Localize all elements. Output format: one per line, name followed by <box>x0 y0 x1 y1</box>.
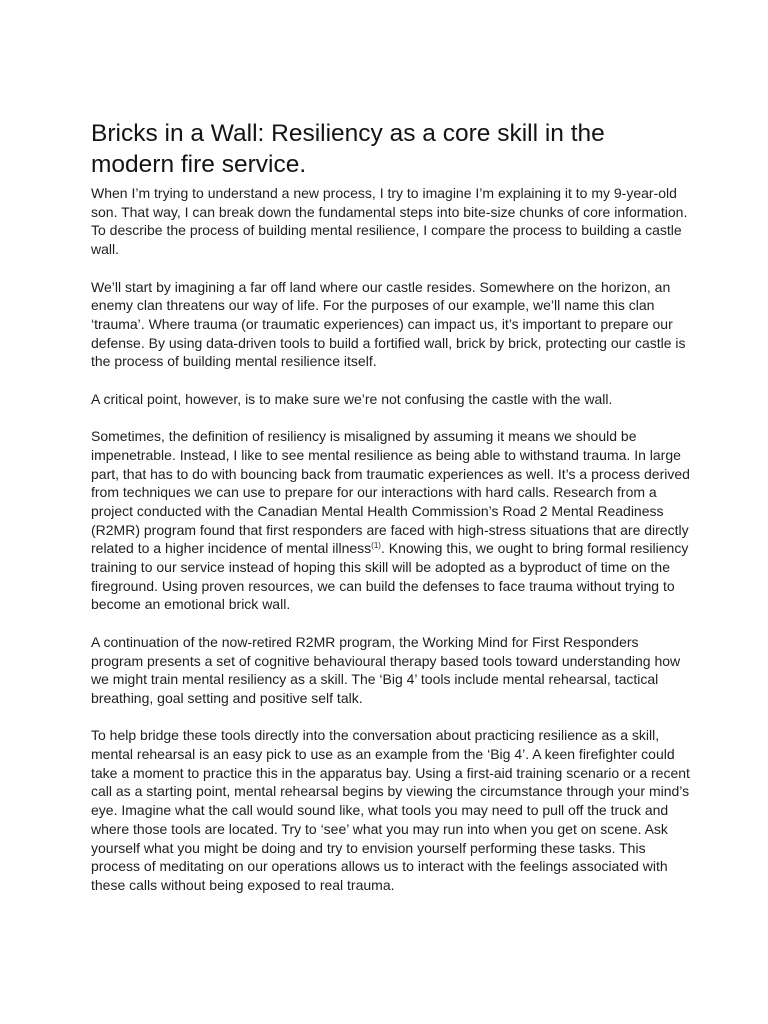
paragraph-critical-point: A critical point, however, is to make sure we’re not confusing the castle with the wall. <box>91 390 613 407</box>
document-title: Bricks in a Wall: Resiliency as a core skill in the modern fire service. <box>91 120 605 178</box>
paragraph-working-mind: A continuation of the now-retired R2MR program, the Working Mind for First Responders program presents a set of cognitive behavioural therapy based tools toward understanding how we might train mental resiliency as a skill. The ‘Big 4’ tools include mental rehearsal, tactical breathing, goal setting and positive self talk. <box>91 633 681 706</box>
paragraph-text: Sometimes, the definition of resiliency is misaligned by assuming it means we should be impenetrable. Instead, I like to see mental resilience as being able to withstand trauma. In large part, that has to do with bouncing back from traumatic experiences as well. It’s a process derived from techniques we can use to prepare for our interactions with hard calls. Research from a project conducted with the Canadian Mental Health Commission’s Road 2 Mental Readiness (R2MR) program found that first responders are faced with high-stress situations that are directly related to a higher incidence of mental illness <box>91 428 690 557</box>
paragraph-mental-rehearsal: To help bridge these tools directly into the conversation about practicing resilience as a skill, mental rehearsal is an easy pick to use as an example from the ‘Big 4’. A keen firefighter could take a moment to practice this in the apparatus bay. Using a first-aid training scenario or a recent call as a starting point, mental rehearsal begins by viewing the circumstance through your mind’s eye. Imagine what the call would sound like, what tools you may need to pull off the truck and where those tools are located. Try to ‘see’ what you may run into when you get on scene. Ask yourself what you might be doing and try to envision yourself performing these tasks. This process of meditating on our operations allows us to interact with the feelings associated with these calls without being exposed to real trauma. <box>91 727 690 893</box>
paragraph-intro: When I’m trying to understand a new process, I try to imagine I’m explaining it to my 9-year-old son. That way, I can break down the fundamental steps into bite-size chunks of core information. To describe the process of building mental resilience, I compare the process to building a castle wall. <box>91 185 688 258</box>
paragraph-castle: We’ll start by imagining a far off land where our castle resides. Somewhere on the horizon, an enemy clan threatens our way of life. For the purposes of our example, we’ll name this clan ‘trauma’. Where trauma (or traumatic experiences) can impact us, it’s important to prepare our defense. By using data-driven tools to build a fortified wall, brick by brick, protecting our castle is the process of building mental resilience itself. <box>91 278 686 370</box>
paragraph-resiliency-definition <box>91 427 691 614</box>
document-page <box>91 118 691 913</box>
paragraph-text: . Knowing this, we ought to bring formal resiliency training to our service instead of hoping this skill will be adopted as a byproduct of time on the fireground. Using proven resources, we can build the defenses to face trauma without trying to become an emotional brick wall. <box>91 540 689 613</box>
footnote-reference: (1) <box>371 541 381 551</box>
